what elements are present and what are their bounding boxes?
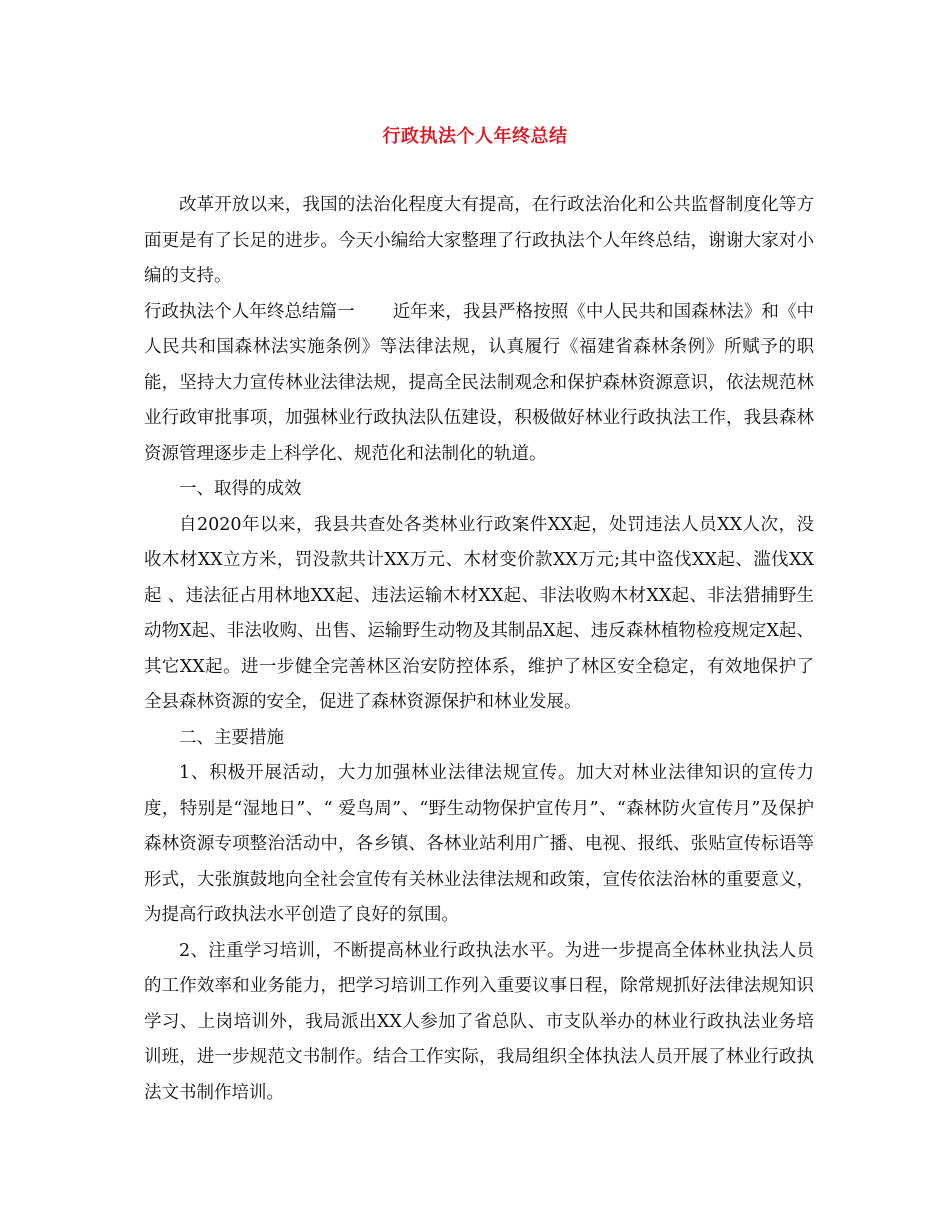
heading-achievements: 一、取得的成效	[179, 479, 302, 499]
heading-measures: 二、主要措施	[179, 727, 284, 748]
section-text: 近年来，我县严格按照《中人民共和国森林法》和《中人民共和国森林法实施条例》等法律法规，认真履行《福建省森林条例》所赋予的职能，坚持大力宣传林业法律法规，提高全民法制观念和保护森林资源意识，依法规范林业行政审批事项，加强林业行政执法队伍建设，积极做好林业行政执法工作，我县森林资源管理逐步走上科学化、规范化和法制化的轨道。	[144, 301, 815, 464]
intro-paragraph: 改革开放以来，我国的法治化程度大有提高，在行政法治化和公共监督制度化等方面更是有了长足的进步。今天小编给大家整理了行政执法个人年终总结，谢谢大家对小编的支持。	[144, 195, 814, 286]
document-title: 行政执法个人年终总结	[382, 126, 568, 147]
section-paragraph	[144, 295, 814, 473]
measure-2-paragraph: 2、注重学习培训，不断提高林业行政执法水平。为进一步提高全体林业执法人员的工作效率和业务能力，把学习培训工作列入重要议事日程，除常规抓好法律法规知识学习、上岗培训外，我局派出XX人参加了省总队、市支队举办的林业行政执法业务培训班，进一步规范文书制作。结合工作实际，我局组织全体执法人员开展了林业行政执法文书制作培训。	[144, 940, 814, 1103]
document-body	[144, 188, 814, 1111]
measure-1-paragraph: 1、积极开展活动，大力加强林业法律法规宣传。加大对林业法律知识的宣传力度，特别是“湿地日”、“ 爱鸟周”、“野生动物保护宣传月”、“森林防火宣传月”及保护森林资源专项整治活动中，各乡镇、各林业站利用广播、电视、报纸、张贴宣传标语等形式，大张旗鼓地向全社会宣传有关林业法律法规和政策，宣传依法治林的重要意义，为提高行政执法水平创造了良好的氛围。	[144, 763, 814, 925]
section-label: 行政执法个人年终总结篇一	[144, 301, 355, 322]
achievements-paragraph: 自2020年以来，我县共查处各类林业行政案件XX起，处罚违法人员XX人次，没收木材XX立方米，罚没款共计XX万元、木材变价款XX万元;其中盗伐XX起、滥伐XX起 、违法征占用林地XX起、违法运输木材XX起、非法收购木材XX起、非法猎捕野生动物X起、非法收购、出售、运输野生动物及其制品X起、违反森林植物检疫规定X起、其它XX起。进一步健全完善林区治安防控体系，维护了林区安全稳定，有效地保护了全县森林资源的安全，促进了森林资源保护和林业发展。	[144, 514, 814, 712]
